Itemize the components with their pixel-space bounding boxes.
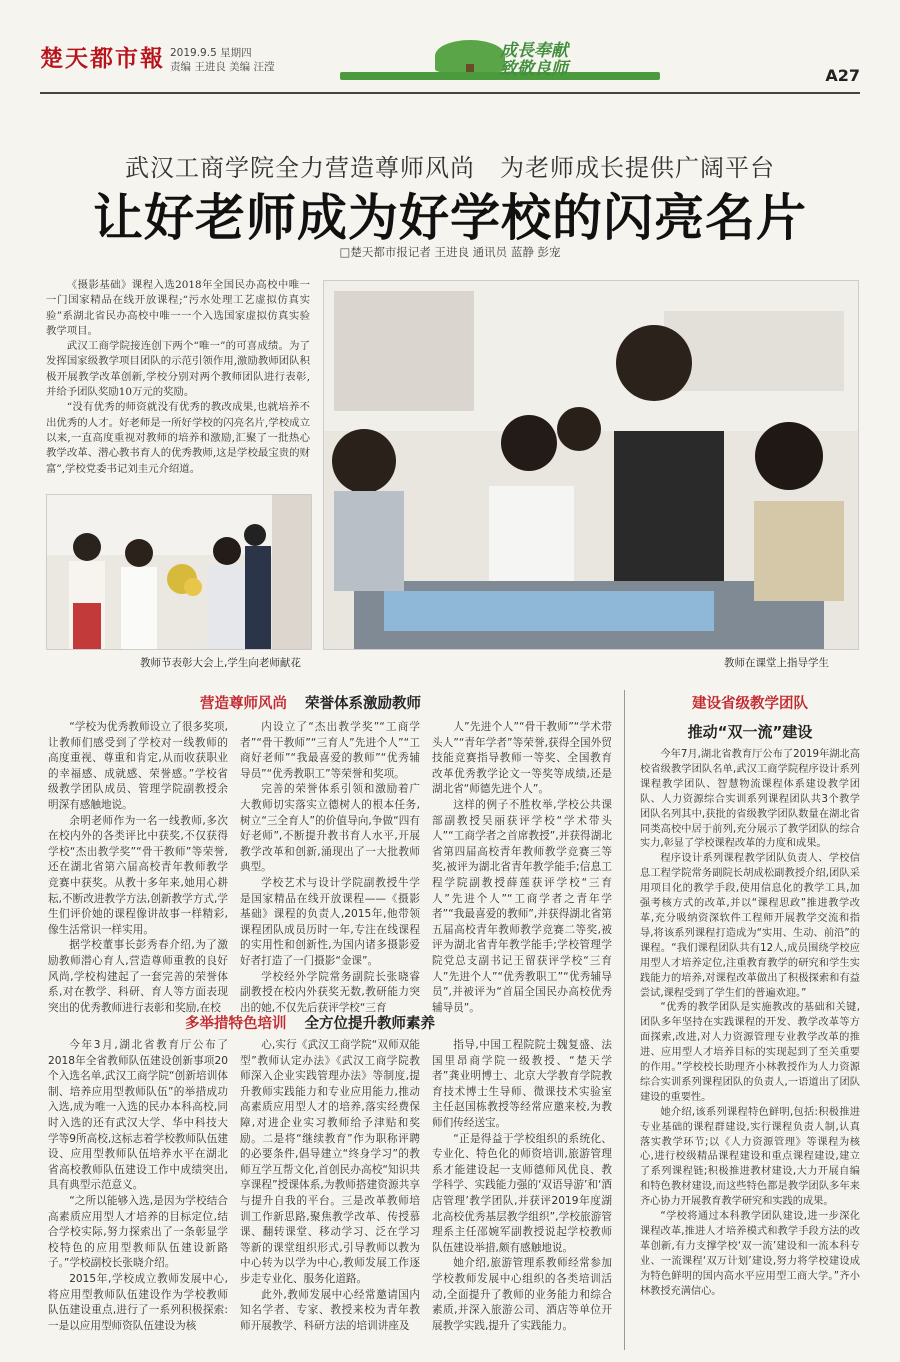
section1-column-3 xyxy=(432,720,612,1016)
newspaper-masthead: 楚天都市報 xyxy=(40,45,165,72)
paragraph: 心,实行《武汉工商学院“双师双能型”教师认定办法》《武汉工商学院教师深入企业实践管理办法》等制度,提升教师实践能力和专业应用能力,推动高素质应用型人才的培养,落实经费保障,对进企业实习教师给予津贴和奖励。二是将“继续教育”作为职称评聘的必要条件,倡导建立“终身学习”的教师互学互帮文化,首创民办高校“知识共享课程”授课体系,为教师搭建资源共享与提升自我的平台。三是改革教师培训工作新思路,聚焦教学改革、传授慕课、翻转课堂、移动学习、泛在学习等新的课堂组织形式,引导教师以教为中心转为以学为中心,教师发展工作逐步走专业化、服务化道路。 xyxy=(240,1039,420,1285)
paragraph: 今年7月,湖北省教育厅公布了2019年湖北高校省级教学团队名单,武汉工商学院程序设计系列课程教学团队、智慧物流课程体系建设教学团队、人力资源综合实训系列课程团队共3个教学团队名列其中,获批的省级教学团队数量在湖北省同类高校中居于前列,充分展示了教学团队的综合实力,彰显了学校课程改革的力度和成果。 xyxy=(640,749,860,850)
issue-editors: 责编 王进良 美编 汪滢 xyxy=(170,61,275,73)
section-banner xyxy=(340,34,660,90)
photo-classroom xyxy=(323,280,859,650)
issue-date: 2019.9.5 星期四 xyxy=(170,47,252,59)
paragraph: 今年3月,湖北省教育厅公布了2018年全省教师队伍建设创新事项20个入选名单,武汉工商学院“创新培训体制、培养应用型教师队伍”的举措成功入选,成为唯一入选的民办本科高校,同时入选的还有武汉大学、华中科技大学等9所高校,这标志着学校教师队伍建设、应用型教师队伍培养水平在湖北省高校教师队伍建设工作中成绩突出,具有典型示范意义。 xyxy=(48,1039,228,1192)
paragraph: 她介绍,旅游管理系教师经常参加学校教师发展中心组织的各类培训活动,全面提升了教师的业务能力和综合素质,并深入旅游公司、酒店等单位开展教学实践,提升了实践能力。 xyxy=(432,1257,612,1332)
paragraph: 指导,中国工程院院士魏复盛、法国里昂商学院一级教授、“楚天学者”龚业明博士、北京大学教育学院教育技术博士生导师、微课技术实验室主任赵国栋教授等经常应邀来校,为教师们传经送宝。 xyxy=(432,1039,612,1129)
paragraph: 学校经外学院常务副院长张晓睿副教授在校内外获奖无数,教研能力突出的她,不仅先后获评学校“三育 xyxy=(240,970,420,1014)
page-number: A27 xyxy=(825,66,860,85)
paragraph: “学校为优秀教师设立了很多奖项,让教师们感受到了学校对一线教师的高度重视、尊重和肯定,从而收获职业的幸福感、成就感、荣誉感。”学校省级教学团队成员、管理学院副教授余明深有感触地说。 xyxy=(48,721,228,811)
paragraph: 完善的荣誉体系引领和激励着广大教师切实落实立德树人的根本任务,树立“三全育人”的价值导向,争做“四有好老师”,不断提升教书育人水平,开展教学改革和创新,涌现出了一大批教师典型。 xyxy=(240,783,420,874)
section-heading-red: 多举措特色培训 xyxy=(185,1016,287,1032)
section-heading xyxy=(200,692,421,713)
paragraph: “之所以能够入选,是因为学校结合高素质应用型人才培养的目标定位,结合学校实际,努力探索出了一条彰显学校特色的应用型教师队伍建设新路子。”学校副校长张晓介绍。 xyxy=(48,1194,228,1270)
photo-award-ceremony xyxy=(46,494,312,650)
article-subtitle: 武汉工商学院全力营造尊师风尚 为老师成长提供广阔平台 xyxy=(125,154,775,182)
banner-slogan: 成長奉献 致敬良师 xyxy=(500,41,568,79)
article-byline: □楚天都市报记者 王进良 通讯员 蓝静 彭宠 xyxy=(339,245,561,259)
header-rule xyxy=(40,92,860,94)
section1-column-1 xyxy=(48,720,228,1016)
section2-column-1 xyxy=(48,1038,228,1334)
section3-column xyxy=(640,748,860,1300)
photo-award-ceremony-image xyxy=(47,495,311,649)
paragraph: 程序设计系列课程教学团队负责人、学校信息工程学院常务副院长胡成松副教授介绍,团队采用项目化的教学手段,使用信息化的教学工具,加强考核方式的改革,并以“课程思政”推进教学改革,充分吸纳资深软件工程师开展教学交流和指导,将该系列课程打造成为“实用、生动、前沿”的课程。“我们课程团队共有12人,成员围绕学校应用型人才培养定位,注重教育教学的研究和学生实践能力的培养,对课程改革做出了积极探索和有益尝试,课程受到了学生们的普遍欢迎。” xyxy=(640,853,860,999)
intro-paragraph: “没有优秀的师资就没有优秀的教改成果,也就培养不出优秀的人才。好老师是一所好学校的闪亮名片,学校成立以来,一直高度重视对教师的培养和激励,汇聚了一批热心教学改革、潜心教书育人的优秀教师,这是学校最宝贵的财富”,学校党委书记刘圭元介绍道。 xyxy=(46,401,310,475)
paragraph: 此外,教师发展中心经常邀请国内知名学者、专家、教授来校为青年教师开展教学、科研方法的培训讲座及 xyxy=(240,1288,420,1332)
paragraph: 她介绍,该系列课程特色鲜明,包括:积极推进专业基础的课程群建设,实行课程负责人制,认真落实教学环节;以《人力资源管理》等课程为核心,进行校级精品课程建设和重点课程建设,建立了系列课程链;积极推进教材建设,大力开展自编和特色教材建设,而这些特色都是教学团队多年来齐心协力开展教育教学研究和实践的成果。 xyxy=(640,1106,860,1208)
section-heading xyxy=(640,692,860,742)
paragraph: 据学校董事长彭秀春介绍,为了激励教师潜心育人,营造尊师重教的良好风尚,学校构建起了一套完善的荣誉体系,对在教学、科研、育人等方面表现突出的优秀教师进行表彰和奖励,在校 xyxy=(48,939,228,1014)
paragraph: “学校将通过本科教学团队建设,进一步深化课程改革,推进人才培养模式和教学手段方法的改革创新,有力支撑学校‘双一流’建设和一流本科专业、一流课程‘双万计划’建设,努力将学校建设成为特色鲜明的国内高水平应用型工商大学。”齐小林教授充满信心。 xyxy=(640,1211,860,1297)
section2-column-3 xyxy=(432,1038,612,1334)
paragraph: 2015年,学校成立教师发展中心,将应用型教师队伍建设作为学校教师队伍建设重点,进行了一系列积极探索:一是以应用型师资队伍建设为核 xyxy=(48,1272,228,1332)
paragraph: “正是得益于学校组织的系统化、专业化、特色化的师资培训,旅游管理系才能建设起一支师德师风优良、教学科学、实践能力强的‘双语导游’和‘酒店管理’教学团队,并获评2019年度湖北高校优秀基层教学组织”,学校旅游管理系主任邵婉军副教授说起学校教师队伍建设举措,颇有感触地说。 xyxy=(432,1132,612,1254)
photo-classroom-image xyxy=(324,281,858,649)
paragraph: 这样的例子不胜枚举,学校公共课部副教授吴丽获评学校“学术带头人”“工商学者之首席教授”,并获得湖北省第四届高校青年教师教学竞赛三等奖,被评为湖北省青年教学能手;信息工程学院副教授薛莲获评学校“三育人”先进个人”“工商学者之青年学者”“我最喜爱的教师”,并获得湖北省第五届高校青年教师教学竞赛二等奖,被评为湖北省青年教学能手;学校管理学院党总支副书记王留获评学校“三育人”先进个人”“优秀教职工”“优秀辅导员”,并被评为“首届全国民办高校优秀辅导员”。 xyxy=(432,798,612,1014)
section1-column-2 xyxy=(240,720,420,1016)
right-photo-caption: 教师在课堂上指导学生 xyxy=(724,657,829,669)
section-heading-red: 营造尊师风尚 xyxy=(200,696,287,712)
section-heading-red: 建设省级教学团队 xyxy=(692,696,808,712)
section-heading-sub: 推动“双一流”建设 xyxy=(687,723,813,741)
paragraph: 内设立了“杰出教学奖”“工商学者”“骨干教师”“三育人”先进个人”“工商好老师”“我最喜爱的教师”“优秀辅导员”“优秀教职工”等荣誉和奖项。 xyxy=(240,721,420,780)
section-heading-black: 全方位提升教师素养 xyxy=(304,1016,435,1032)
intro-paragraph: 武汉工商学院接连创下两个“唯一”的可喜成绩。为了发挥国家级教学项目团队的示范引领作用,激励教师团队积极开展教学改革创新,学校分别对两个教师团队进行表彰,并给予团队奖励10万元的奖励。 xyxy=(46,340,310,399)
section2-column-2 xyxy=(240,1038,420,1334)
paragraph: “优秀的教学团队是实施教改的基础和关键,团队多年坚持在实践课程的开发、教学改革等方面探索,改进,对人力资源管理专业教学改革的推进、应用型人才培养目标的实现起到了至关重要的作用。”学校校长助理齐小林教授作为人力资源综合实训系列课程团队的负责人,一语道出了团队建设的重要性。 xyxy=(640,1002,860,1103)
column-divider xyxy=(624,690,625,1350)
article-title: 让好老师成为好学校的闪亮名片 xyxy=(93,189,807,247)
intro-paragraph: 《摄影基础》课程入选2018年全国民办高校中唯一一门国家精品在线开放课程;“污水处理工艺虚拟仿真实验”系湖北省民办高校中唯一一个入选国家虚拟仿真实验教学项目。 xyxy=(46,279,310,337)
paragraph: 学校艺术与设计学院副教授牛学是国家精品在线开放课程——《摄影基础》课程的负责人,2015年,他带领课程团队成员历时一年,专注在线课程的实用性和创新性,为国内诸多摄影爱好者打造了一门摄影“金课”。 xyxy=(240,876,420,967)
section-heading-black: 荣誉体系激励教师 xyxy=(305,696,421,712)
section-heading xyxy=(185,1012,435,1033)
left-photo-caption: 教师节表彰大会上,学生向老师献花 xyxy=(140,657,301,669)
issue-meta xyxy=(170,46,275,74)
paragraph: 人”先进个人”“骨干教师”“学术带头人”“青年学者”等荣誉,获得全国外贸技能竞赛指导教师一等奖、全国教育改革优秀教学论文一等奖等成绩,还是湖北省“师德先进个人”。 xyxy=(432,721,612,796)
intro-text xyxy=(46,278,310,477)
paragraph: 余明老师作为一名一线教师,多次在校内外的各类评比中获奖,不仅获得学校“杰出教学奖”“骨干教师”等荣誉,还在湖北省第六届高校青年教师教学竞赛中获奖。从教十多年来,她用心耕耘,不断改进教学方法,创新教学方式,学生们评价她的课程像讲故事一样精彩,像生活常识一样实用。 xyxy=(48,814,228,936)
